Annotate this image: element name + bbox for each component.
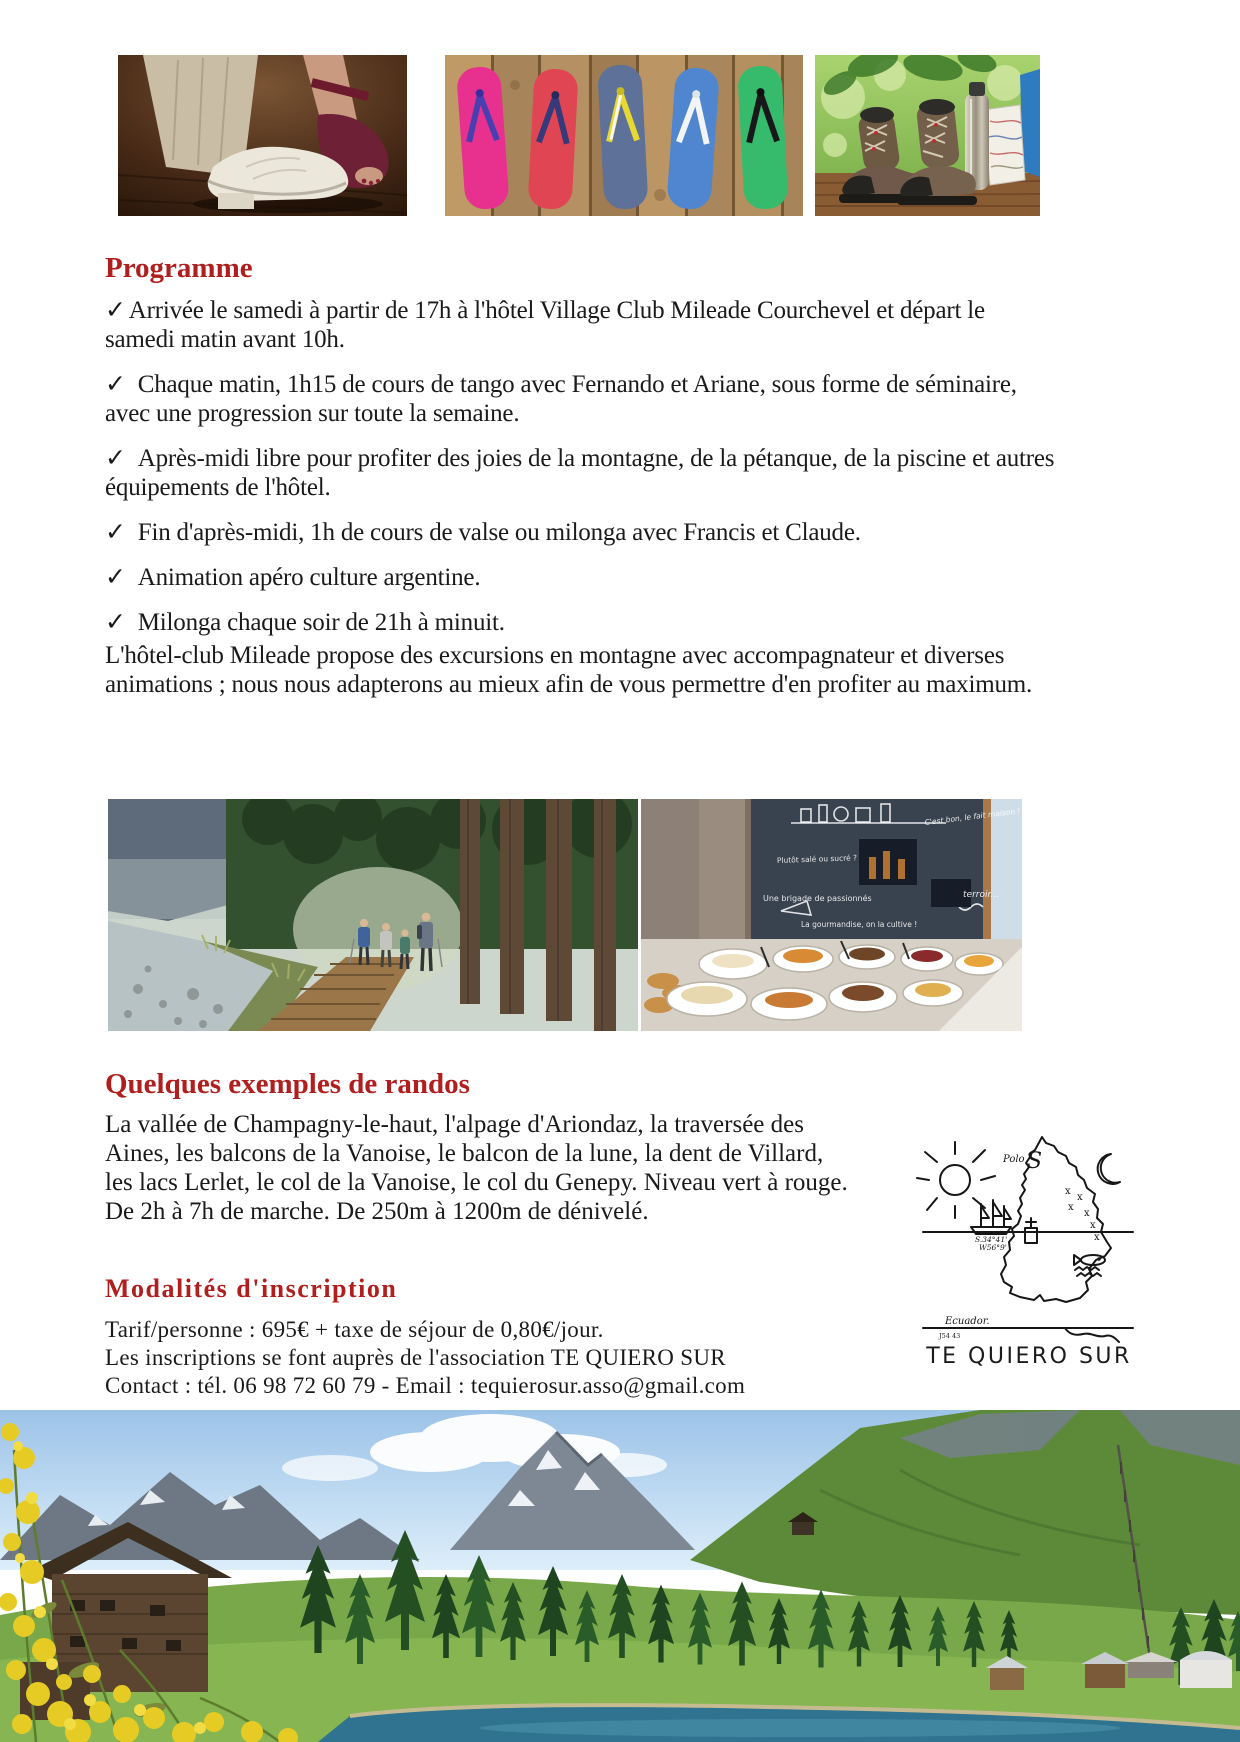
boardwalk-illustration	[108, 799, 638, 1031]
breakfast-buffet-photo	[641, 799, 1022, 1031]
ecuador-label: Ecuador.	[945, 1316, 990, 1327]
randos-text: La vallée de Champagny-le-haut, l'alpage d'Ariondaz, la traversée des Aines, les balcons de la Vanoise, le balcon de la lune, la dent de Villard, les lacs Lerlet, le col de la Vanoise, le col du Genepy. Niveau vert à rouge. De 2h à 7h de marche. De 250m à 1200m de dénivelé.	[105, 1111, 848, 1225]
programme-heading: Programme	[105, 252, 253, 284]
polo-label: Polo	[1003, 1154, 1025, 1165]
svg-text:x: x	[1094, 1232, 1100, 1243]
inscription-tarif-line: Tarif/personne : 695€ + taxe de séjour de 0,80€/jour.	[105, 1317, 604, 1342]
chalkboard-text: C'est bon, le fait maison !	[924, 806, 1021, 827]
check-icon: ✓	[105, 445, 126, 472]
randos-heading: Quelques exemples de randos	[105, 1068, 470, 1100]
programme-item	[105, 370, 1055, 428]
svg-text:x: x	[1068, 1202, 1074, 1213]
flip-flops-photo	[445, 55, 803, 216]
fish-sketch	[1074, 1255, 1105, 1276]
hiking-boots-illustration	[815, 55, 1040, 216]
hiking-boots-photo	[815, 55, 1040, 216]
polo-s-label: S	[1027, 1149, 1043, 1174]
ship-sketch	[971, 1200, 1011, 1234]
programme-item-text: Milonga chaque soir de 21h à minuit.	[137, 609, 505, 636]
tango-shoes-illustration	[118, 55, 407, 216]
programme-item	[105, 444, 1055, 502]
svg-text:x: x	[1090, 1220, 1096, 1231]
sun-sketch	[917, 1142, 995, 1218]
programme-item	[105, 608, 1055, 637]
chalkboard-text: La gourmandise, on la cultive !	[801, 920, 918, 929]
logo-serial: J54 43	[939, 1332, 961, 1340]
programme-item	[105, 296, 1055, 354]
chalkboard-text: terroir...	[963, 890, 999, 900]
programme-closing-text: L'hôtel-club Mileade propose des excursions en montagne avec accompagnateur et diverses animations ; nous nous adapterons au mieux afin de vous permettre d'en profiter au maximum.	[105, 642, 1033, 698]
inscription-block	[105, 1316, 825, 1400]
inscription-association-line: Les inscriptions se font auprès de l'association TE QUIERO SUR	[105, 1345, 726, 1370]
programme-item-text: Après-midi libre pour profiter des joies de la montagne, de la pétanque, de la piscine et autres équipements de l'hôtel.	[105, 445, 1055, 501]
cross-marker-sketch	[1025, 1218, 1037, 1243]
programme-item	[105, 563, 1055, 592]
programme-item-text: Animation apéro culture argentine.	[137, 564, 481, 591]
coastline-squiggle	[1065, 1328, 1119, 1342]
chalkboard-text: Une brigade de passionnés	[763, 894, 872, 903]
svg-text:x: x	[1077, 1192, 1083, 1203]
te-quiero-sur-logo	[915, 1132, 1143, 1369]
svg-text:x: x	[1065, 1186, 1071, 1197]
hikers-boardwalk-photo	[108, 799, 638, 1031]
check-icon: ✓	[105, 564, 126, 591]
programme-item	[105, 518, 1055, 547]
inscription-contact-line: Contact : tél. 06 98 72 60 79 - Email : tequierosur.asso@gmail.com	[105, 1373, 746, 1398]
programme-list	[105, 296, 1055, 699]
coords-line2: W56°9'	[979, 1243, 1007, 1252]
check-icon: ✓	[105, 519, 126, 546]
check-icon: ✓	[105, 609, 126, 636]
programme-item-text: Fin d'après-midi, 1h de cours de valse ou milonga avec Francis et Claude.	[137, 519, 861, 546]
tango-shoes-photo	[118, 55, 407, 216]
svg-text:x: x	[1084, 1208, 1090, 1219]
panorama-illustration	[0, 1410, 1240, 1742]
check-icon: ✓	[105, 371, 126, 398]
flip-flops-illustration	[445, 55, 803, 216]
programme-item-text: Arrivée le samedi à partir de 17h à l'hôtel Village Club Mileade Courchevel et départ le samedi matin avant 10h.	[105, 297, 985, 353]
check-icon: ✓	[105, 297, 126, 324]
chalkboard-text: Plutôt salé ou sucré ?	[776, 853, 858, 865]
south-america-sketch	[915, 1132, 1143, 1344]
buffet-illustration	[641, 799, 1022, 1031]
programme-item-text: Chaque matin, 1h15 de cours de tango avec Fernando et Ariane, sous forme de séminaire, avec une progression sur toute la semaine.	[105, 371, 1017, 427]
logo-caption: TE QUIERO SUR	[926, 1344, 1132, 1369]
inscription-heading: Modalités d'inscription	[105, 1274, 398, 1303]
coords-line1: S.34°41'	[975, 1235, 1008, 1244]
alpine-lake-panorama-photo	[0, 1410, 1240, 1742]
moon-sketch	[1098, 1154, 1120, 1184]
